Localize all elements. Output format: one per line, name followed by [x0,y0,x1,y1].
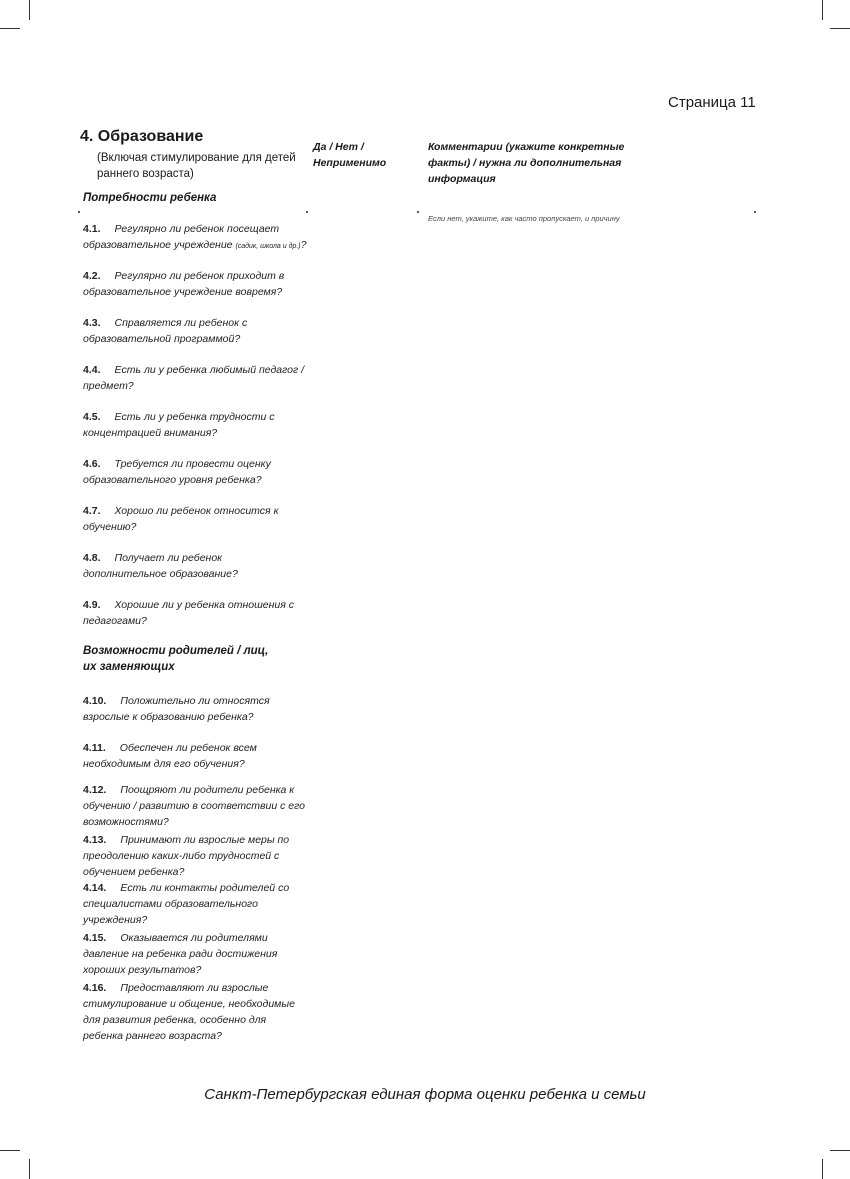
section-title [80,128,203,146]
crop-mark [830,1150,850,1151]
question-text: Хорошо ли ребенок относится к обучению? [83,505,279,533]
crop-mark [29,1159,30,1179]
question-number: 4.14. [83,882,107,894]
question-item [83,880,308,928]
question-text: Есть ли у ребенка трудности с концентрацией внимания? [83,411,275,439]
footer-text: Санкт-Петербургская единая форма оценки ребенка и семьи [204,1086,646,1103]
question-number: 4.15. [83,932,107,944]
question-item [83,980,308,1044]
question-number: 4.13. [83,834,107,846]
question-item [83,315,308,347]
question-item [83,693,308,725]
question-item [83,550,308,582]
question-text: Требуется ли провести оценку образовательного уровня ребенка? [83,458,271,486]
question-text: Получает ли ребенок дополнительное образование? [83,552,238,580]
page-number: Страница 11 [668,94,756,111]
question-item [83,221,308,255]
question-text: Предоставляют ли взрослые стимулирование и общение, необходимые для развития ребенка, особенно для ребенка раннего возраста? [83,982,295,1042]
crop-mark [830,28,850,29]
table-dot [754,211,756,213]
question-number: 4.2. [83,270,101,282]
section-subtitle: (Включая стимулирование для детей раннего возраста) [97,152,296,180]
question-text: Есть ли контакты родителей со специалистами образовательного учреждения? [83,882,290,926]
question-text: Регулярно ли ребенок посещает образовательное учреждение [83,223,280,251]
child-needs-heading: Потребности ребенка [83,192,217,204]
question-number: 4.4. [83,364,101,376]
question-number: 4.16. [83,982,107,994]
table-dot [78,211,80,213]
question-text: Оказывается ли родителями давление на ребенка ради достижения хороших результатов? [83,932,278,976]
column-header-yes-no: Да / Нет / Неприменимо [313,141,387,169]
question-item [83,362,308,394]
section-number: 4. [80,128,94,145]
crop-mark [29,0,30,20]
question-item [83,503,308,535]
question-number: 4.11. [83,742,106,754]
question-item [83,740,308,772]
question-number: 4.3. [83,317,101,329]
section-title-text: Образование [97,128,204,145]
crop-mark [822,1159,823,1179]
question-number: 4.5. [83,411,101,423]
question-text: Есть ли у ребенка любимый педагог /предмет? [83,364,305,392]
question-number: 4.8. [83,552,101,564]
question-text: Хорошие ли у ребенка отношения с педагогами? [83,599,295,627]
crop-mark [0,28,20,29]
table-dot [417,211,419,213]
question-text: Регулярно ли ребенок приходит в образовательное учреждение вовремя? [83,270,285,298]
question-number: 4.12. [83,784,107,796]
question-text: Обеспечен ли ребенок всем необходимым для его обучения? [83,742,257,770]
comment-hint: Если нет, укажите, как часто пропускает, и причину [428,214,620,223]
question-text: Положительно ли относятся взрослые к образованию ребенка? [83,695,270,723]
question-text: Справляется ли ребенок с образовательной программой? [83,317,248,345]
column-header-comments: Комментарии (укажите конкретные факты) / нужна ли дополнительная информация [428,141,625,185]
question-number: 4.7. [83,505,101,517]
question-item [83,930,308,978]
question-item [83,268,308,300]
question-text: Поощряют ли родители ребенка к обучению / развитию в соответствии с его возможностями? [83,784,306,828]
question-number: 4.1. [83,223,101,235]
question-item [83,597,308,629]
crop-mark [0,1150,20,1151]
question-number: 4.6. [83,458,101,470]
question-item [83,832,308,880]
question-note: (садик, школа и др.) [235,243,301,250]
question-number: 4.9. [83,599,101,611]
crop-mark [822,0,823,20]
question-text: Принимают ли взрослые меры по преодолению каких-либо трудностей с обучением ребенка? [83,834,290,878]
parent-capacity-heading: Возможности родителей / лиц, их заменяющих [83,645,269,673]
question-tail: ? [300,239,307,251]
question-number: 4.10. [83,695,107,707]
table-dot [306,211,308,213]
question-item [83,782,308,830]
question-item [83,456,308,488]
question-item [83,409,308,441]
